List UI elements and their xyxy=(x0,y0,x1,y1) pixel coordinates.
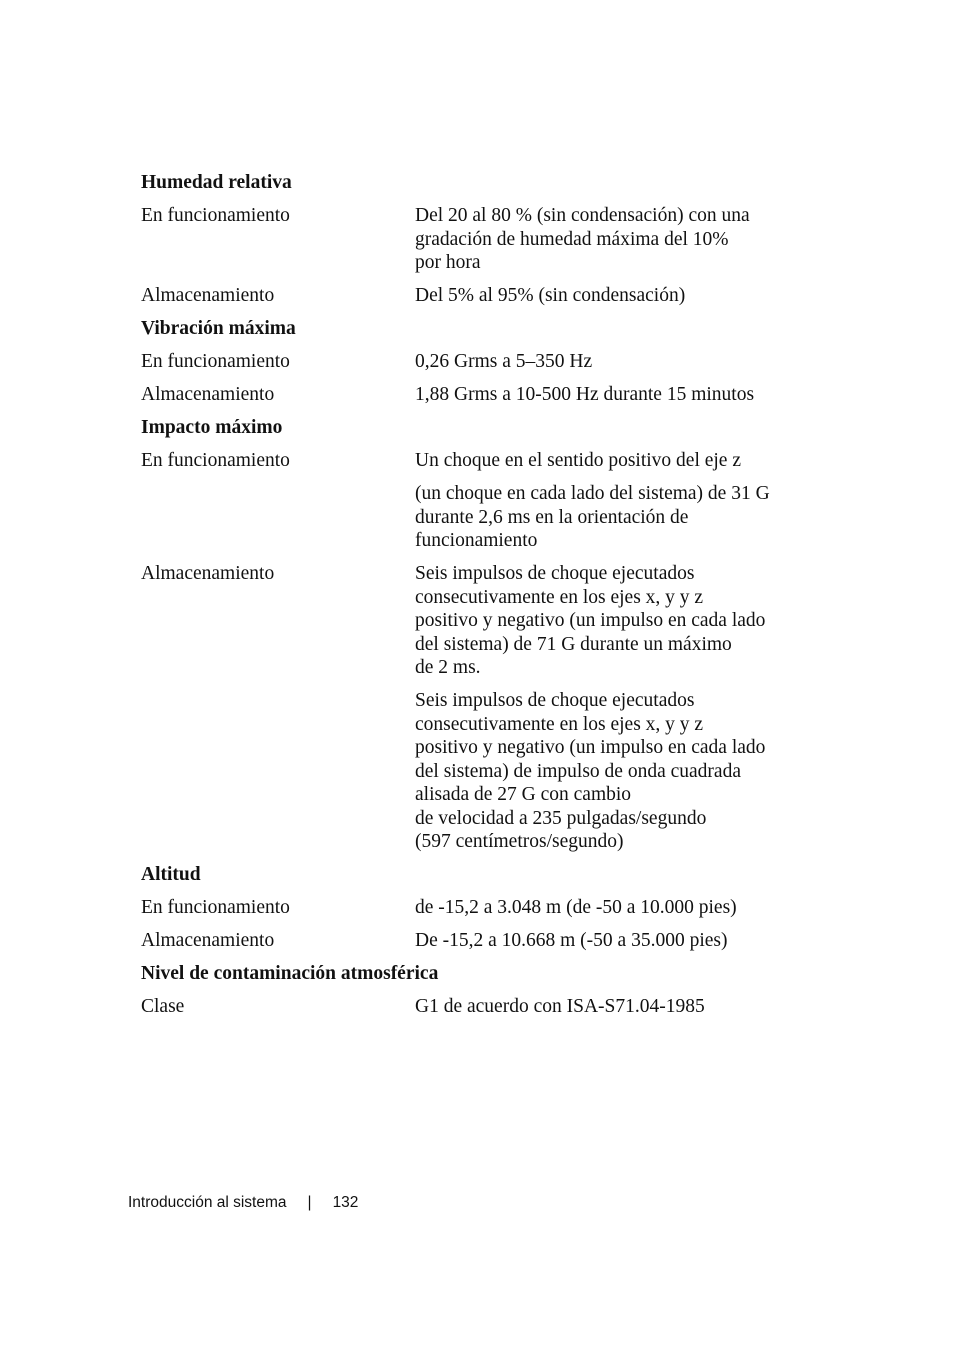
spec-value-line: alisada de 27 G con cambio xyxy=(415,784,632,805)
spec-row xyxy=(141,204,841,275)
spec-value xyxy=(415,350,841,374)
spec-row xyxy=(141,284,841,308)
spec-value-line: 0,26 Grms a 5–350 Hz xyxy=(415,351,593,372)
spec-value xyxy=(415,995,841,1019)
spec-value xyxy=(415,482,841,553)
page-footer xyxy=(128,1192,358,1214)
spec-value-line: durante 2,6 ms en la orientación de xyxy=(415,506,689,528)
spec-label xyxy=(141,689,415,854)
spec-value-line: Seis impulsos de choque ejecutados xyxy=(415,690,695,711)
section-heading: Humedad relativa xyxy=(141,172,292,193)
spec-row xyxy=(141,896,841,920)
spec-value xyxy=(415,449,841,473)
specifications-table xyxy=(141,171,841,1028)
spec-value-line: (un choque en cada lado del sistema) de 31 G xyxy=(415,483,770,504)
spec-row xyxy=(141,995,841,1019)
spec-value-line: del sistema) de 71 G durante un máximo xyxy=(415,633,732,655)
spec-value-line: positivo y negativo (un impulso en cada lado xyxy=(415,737,766,758)
spec-row xyxy=(141,929,841,953)
spec-value xyxy=(415,383,841,407)
spec-row xyxy=(141,689,841,854)
spec-label: Almacenamiento xyxy=(141,930,275,951)
spec-value-line: G1 de acuerdo con ISA-S71.04-1985 xyxy=(415,996,705,1017)
spec-label xyxy=(141,482,415,553)
spec-value xyxy=(415,562,841,680)
footer-section-title: Introducción al sistema xyxy=(128,1194,287,1211)
spec-value-line: Del 20 al 80 % (sin condensación) con una xyxy=(415,205,750,226)
spec-value-line: de 2 ms. xyxy=(415,657,481,678)
spec-value-line: consecutivamente en los ejes x, y y z xyxy=(415,586,704,608)
spec-row xyxy=(141,482,841,553)
spec-value-line: funcionamiento xyxy=(415,530,538,551)
spec-value-line: consecutivamente en los ejes x, y y z xyxy=(415,713,704,735)
spec-value xyxy=(415,284,841,308)
spec-value-line: (597 centímetros/segundo) xyxy=(415,831,624,852)
section-heading: Impacto máximo xyxy=(141,417,283,438)
footer-separator: | xyxy=(307,1194,312,1211)
spec-label: En funcionamiento xyxy=(141,897,290,918)
spec-value-line: positivo y negativo (un impulso en cada lado xyxy=(415,610,766,631)
spec-label: Almacenamiento xyxy=(141,384,275,405)
section-heading: Vibración máxima xyxy=(141,318,296,339)
spec-value-line: Seis impulsos de choque ejecutados xyxy=(415,563,695,584)
spec-value-line: por hora xyxy=(415,252,481,273)
spec-label: Clase xyxy=(141,996,185,1017)
spec-value-line: 1,88 Grms a 10-500 Hz durante 15 minutos xyxy=(415,384,755,405)
spec-row xyxy=(141,449,841,473)
spec-value-line: Un choque en el sentido positivo del eje z xyxy=(415,450,741,471)
spec-value-line: de -15,2 a 3.048 m (de -50 a 10.000 pies) xyxy=(415,897,737,918)
spec-label: Almacenamiento xyxy=(141,563,275,584)
spec-value xyxy=(415,929,841,953)
spec-value xyxy=(415,896,841,920)
spec-value xyxy=(415,689,841,854)
section-heading: Altitud xyxy=(141,864,201,885)
spec-value-line: De -15,2 a 10.668 m (-50 a 35.000 pies) xyxy=(415,930,728,951)
spec-row xyxy=(141,350,841,374)
spec-label: Almacenamiento xyxy=(141,285,275,306)
section-heading: Nivel de contaminación atmosférica xyxy=(141,963,439,984)
spec-label: En funcionamiento xyxy=(141,205,290,226)
spec-value-line: de velocidad a 235 pulgadas/segundo xyxy=(415,807,707,829)
spec-value-line: Del 5% al 95% (sin condensación) xyxy=(415,285,686,306)
spec-value-line: del sistema) de impulso de onda cuadrada xyxy=(415,760,741,782)
page-number: 132 xyxy=(332,1194,359,1211)
spec-value xyxy=(415,204,841,275)
spec-label: En funcionamiento xyxy=(141,351,290,372)
spec-value-line: gradación de humedad máxima del 10% xyxy=(415,228,729,250)
spec-row xyxy=(141,562,841,680)
spec-row xyxy=(141,383,841,407)
spec-label: En funcionamiento xyxy=(141,450,290,471)
